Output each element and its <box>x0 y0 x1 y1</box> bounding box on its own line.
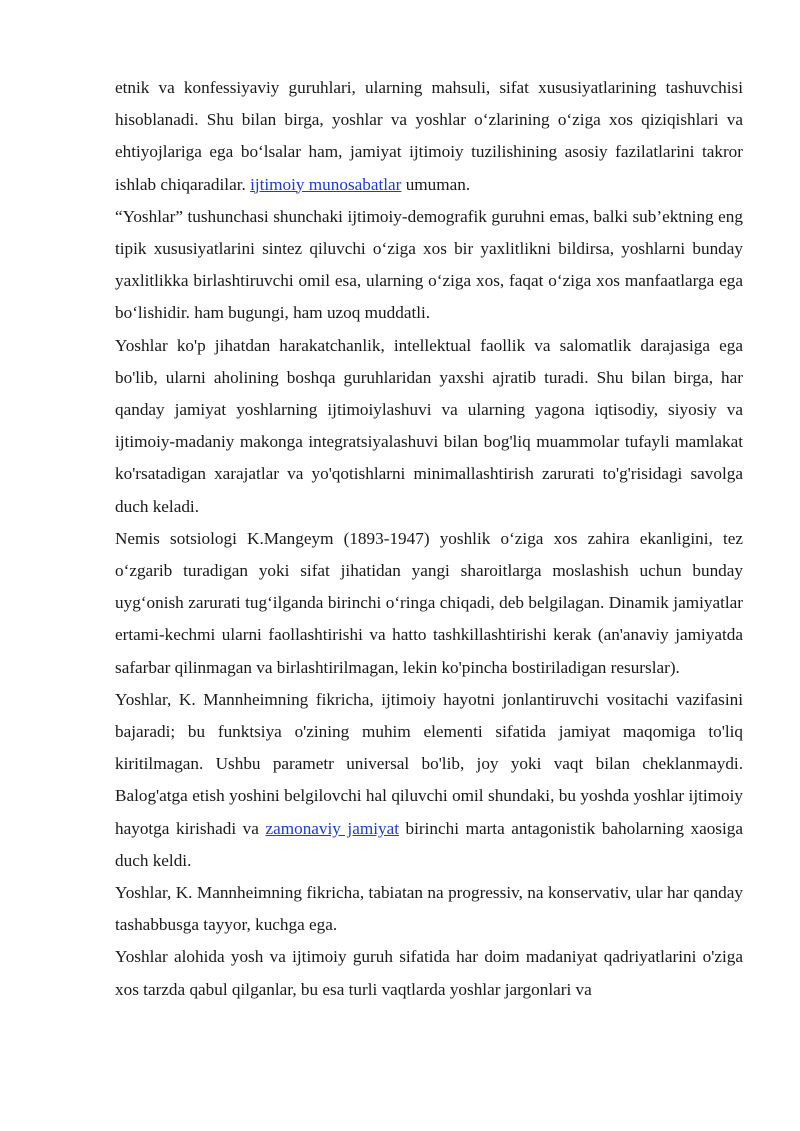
paragraph-text: birinchi marta antagonistik baholarning xaosiga duch keldi. <box>115 818 743 870</box>
paragraph-text: umuman. <box>401 174 471 194</box>
paragraph-3 <box>115 330 743 523</box>
paragraph-text: Yoshlar, K. Mannheimning fikricha, tabiatan na progressiv, na konservativ, ular har qanday tashabbusga tayyor, kuchga ega. <box>115 883 743 935</box>
paragraph-1 <box>115 72 743 201</box>
paragraph-text: “Yoshlar” tushunchasi shunchaki ijtimoiy-demografik guruhni emas, balki sub’ektning eng tipik xususiyatlarini sintez qiluvchi o‘ziga xos bir yaxlitlikni bildirsa, yoshlarni bunday yaxlitlikka birlashtiruvchi omil esa, ularning o‘ziga xos, faqat o‘ziga xos manfaatlarga ega bo‘lishidir. ham bugungi, ham uzoq muddatli. <box>115 206 743 323</box>
paragraph-text: Yoshlar ko'p jihatdan harakatchanlik, intellektual faollik va salomatlik darajasiga ega bo'lib, ularni aholining boshqa guruhlaridan yaxshi ajratib turadi. Shu bilan birga, har qanday jamiyat yoshlarning ijtimoiylashuvi va ularning yagona iqtisodiy, siyosiy va ijtimoiy-madaniy makonga integratsiyalashuvi bilan bog'liq muammolar tufayli mamlakat ko'rsatadigan xarajatlar va yo'qotishlarni minimallashtirish zarurati to'g'risidagi savolga duch keladi. <box>115 335 743 516</box>
paragraph-5 <box>115 684 743 877</box>
document-body <box>115 72 743 1006</box>
paragraph-2 <box>115 201 743 330</box>
paragraph-text: Nemis sotsiologi K.Mangeym (1893-1947) yoshlik o‘ziga xos zahira ekanligini, tez o‘zgarib turadigan yoki sifat jihatidan yangi sharoitlarga moslashish uchun bunday uyg‘onish zarurati tug‘ilganda birinchi o‘ringa chiqadi, deb belgilagan. Dinamik jamiyatlar ertami-kechmi ularni faollashtirishi va hatto tashkillashtirishi kerak (an'anaviy jamiyatda safarbar qilinmagan va birlashtirilmagan, lekin ko'pincha bostiriladigan resurslar). <box>115 528 743 677</box>
paragraph-7 <box>115 941 743 1005</box>
link-zamonaviy-jamiyat[interactable]: zamonaviy jamiyat <box>265 818 399 838</box>
paragraph-4 <box>115 523 743 684</box>
paragraph-text: Yoshlar alohida yosh va ijtimoiy guruh sifatida har doim madaniyat qadriyatlarini o'ziga xos tarzda qabul qilganlar, bu esa turli vaqtlarda yoshlar jargonlari va <box>115 947 743 999</box>
paragraph-text: etnik va konfessiyaviy guruhlari, ularning mahsuli, sifat xususiyatlarining tashuvchisi hisoblanadi. Shu bilan birga, yoshlar va yoshlar o‘zlarining o‘ziga xos qiziqishlari va ehtiyojlariga ega bo‘lsalar ham, jamiyat ijtimoiy tuzilishining asosiy fazilatlarini takror ishlab chiqaradilar. <box>115 78 743 194</box>
link-ijtimoiy-munosabatlar[interactable]: ijtimoiy munosabatlar <box>250 174 402 194</box>
paragraph-text: Yoshlar, K. Mannheimning fikricha, ijtimoiy hayotni jonlantiruvchi vositachi vazifasini bajaradi; bu funktsiya o'zining muhim elementi sifatida jamiyat maqomiga to'liq kiritilmagan. Ushbu parametr universal bo'lib, joy yoki vaqt bilan cheklanmaydi. Balog'atga etish yoshini belgilovchi hal qiluvchi omil shundaki, bu yoshda yoshlar ijtimoiy hayotga kirishadi va <box>115 689 743 838</box>
paragraph-6 <box>115 877 743 941</box>
